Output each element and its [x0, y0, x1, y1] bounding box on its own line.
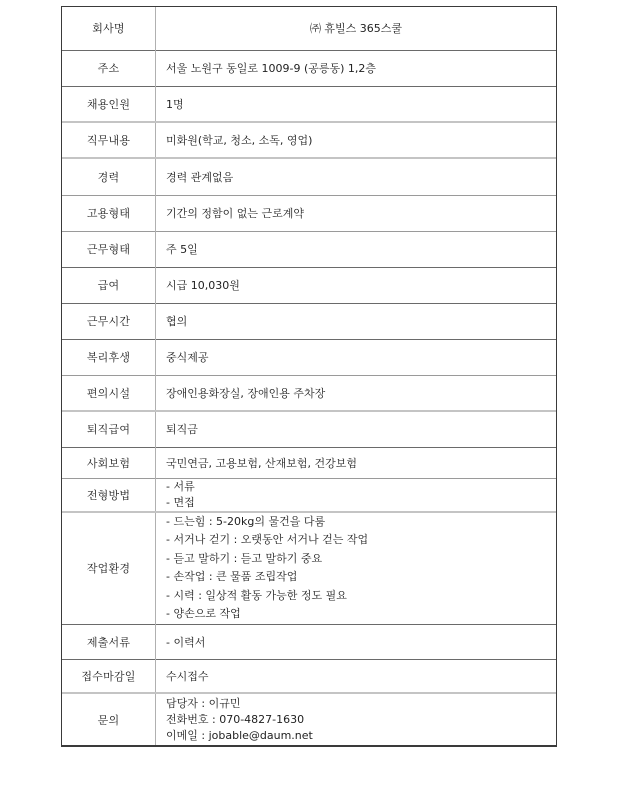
row-work-hours	[62, 303, 556, 339]
selection-step: - 면접	[166, 495, 195, 509]
value-required-documents: - 이력서	[156, 624, 557, 659]
value-contact	[156, 693, 557, 745]
value-social-insurance: 국민연금, 고용보험, 산재보험, 건강보험	[156, 447, 557, 478]
value-work-hours: 협의	[156, 303, 557, 339]
label-benefits: 복리후생	[62, 339, 156, 375]
label-job-description: 직무내용	[62, 122, 156, 158]
label-selection-method: 전형방법	[62, 478, 156, 512]
row-benefits	[62, 339, 556, 375]
row-company-name	[62, 7, 556, 50]
job-posting-table	[61, 6, 557, 747]
row-work-type	[62, 231, 556, 267]
value-deadline: 수시접수	[156, 659, 557, 693]
row-work-environment	[62, 512, 556, 625]
value-retirement: 퇴직금	[156, 411, 557, 447]
label-work-hours: 근무시간	[62, 303, 156, 339]
value-address: 서울 노원구 동일로 1009-9 (공릉동) 1,2층	[156, 50, 557, 86]
contact-email: 이메일 : jobable@daum.net	[166, 728, 313, 742]
label-social-insurance: 사회보험	[62, 447, 156, 478]
label-company-name: 회사명	[62, 7, 156, 50]
label-contact: 문의	[62, 693, 156, 745]
row-experience	[62, 158, 556, 195]
job-info-table	[62, 7, 556, 745]
value-employment-type: 기간의 정함이 없는 근로계약	[156, 195, 557, 231]
row-contact	[62, 693, 556, 745]
work-environment-item: - 듣고 말하기 : 듣고 말하기 중요	[166, 551, 323, 565]
row-job-description	[62, 122, 556, 158]
row-employment-type	[62, 195, 556, 231]
row-social-insurance	[62, 447, 556, 478]
row-deadline	[62, 659, 556, 693]
label-deadline: 접수마감일	[62, 659, 156, 693]
work-environment-item: - 드는힘 : 5-20kg의 물건을 다룸	[166, 514, 326, 528]
value-experience: 경력 관계없음	[156, 158, 557, 195]
contact-phone: 전화번호 : 070-4827-1630	[166, 712, 305, 726]
value-headcount: 1명	[156, 86, 557, 122]
row-salary	[62, 267, 556, 303]
value-work-environment	[156, 512, 557, 625]
label-work-environment: 작업환경	[62, 512, 156, 625]
value-job-description: 미화원(학교, 청소, 소독, 영업)	[156, 122, 557, 158]
label-required-documents: 제출서류	[62, 624, 156, 659]
label-experience: 경력	[62, 158, 156, 195]
row-headcount	[62, 86, 556, 122]
label-work-type: 근무형태	[62, 231, 156, 267]
label-salary: 급여	[62, 267, 156, 303]
value-benefits: 중식제공	[156, 339, 557, 375]
row-selection-method	[62, 478, 556, 512]
contact-person: 담당자 : 이규민	[166, 696, 241, 710]
value-facilities: 장애인용화장실, 장애인용 주차장	[156, 375, 557, 411]
row-facilities	[62, 375, 556, 411]
selection-step: - 서류	[166, 479, 195, 493]
row-required-documents	[62, 624, 556, 659]
row-retirement	[62, 411, 556, 447]
value-work-type: 주 5일	[156, 231, 557, 267]
work-environment-item: - 시력 : 일상적 활동 가능한 정도 필요	[166, 588, 347, 602]
work-environment-item: - 손작업 : 큰 물품 조립작업	[166, 570, 298, 583]
work-environment-item: - 서거나 걷기 : 오랫동안 서거나 걷는 작업	[166, 533, 369, 546]
label-retirement: 퇴직급여	[62, 411, 156, 447]
value-selection-method	[156, 478, 557, 512]
label-headcount: 채용인원	[62, 86, 156, 122]
label-address: 주소	[62, 50, 156, 86]
value-company-name: ㈜ 휴빌스 365스쿨	[309, 22, 403, 36]
label-facilities: 편의시설	[62, 375, 156, 411]
value-salary: 시급 10,030원	[156, 267, 557, 303]
work-environment-item: - 양손으로 작업	[166, 607, 241, 620]
row-address	[62, 50, 556, 86]
label-employment-type: 고용형태	[62, 195, 156, 231]
